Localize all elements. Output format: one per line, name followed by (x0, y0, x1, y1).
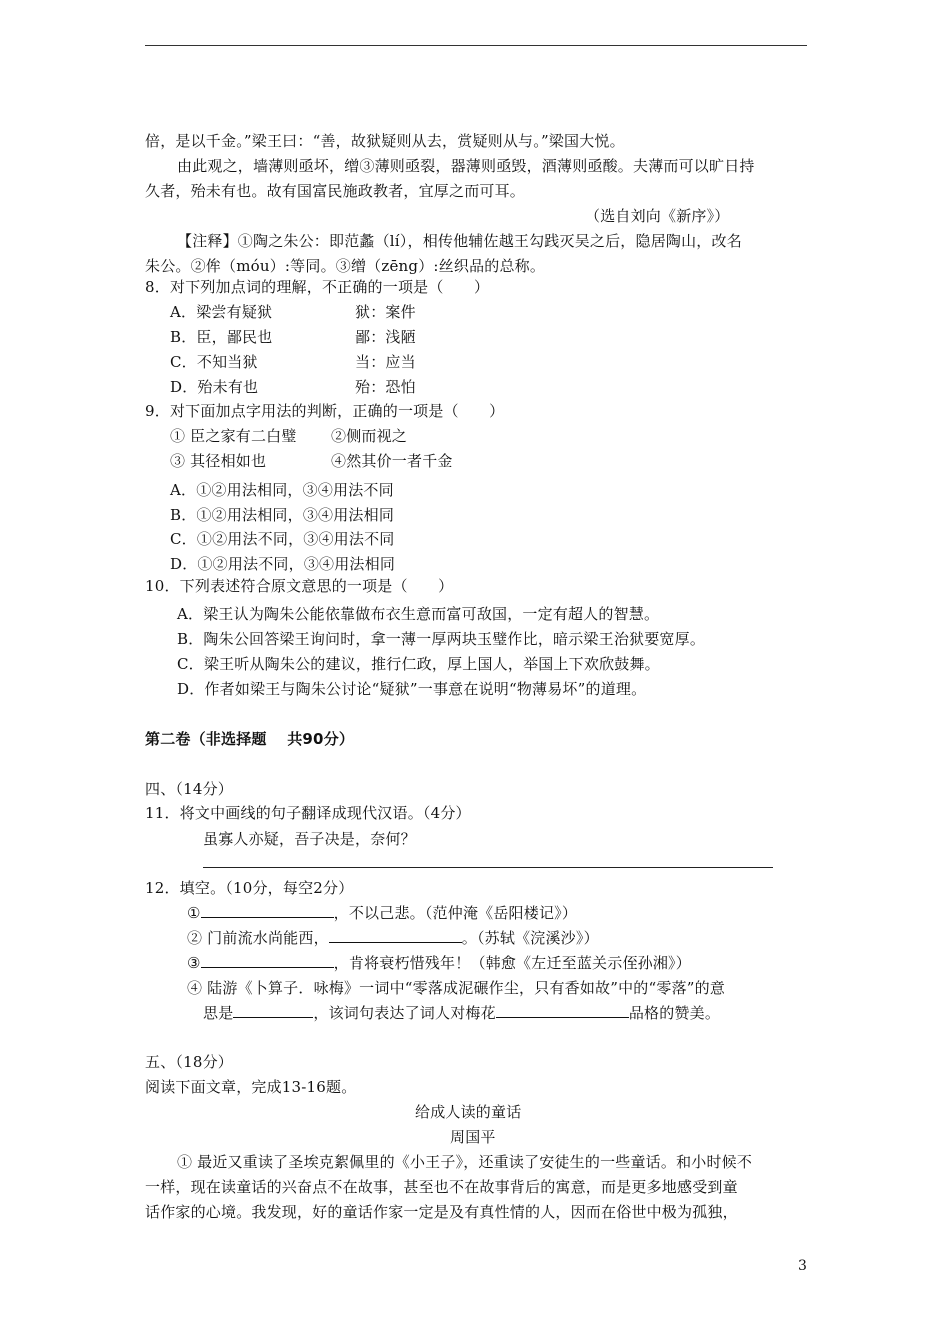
notes-line-1: 【注释】①陶之朱公：即范蠡（lí），相传他辅佐越王勾践灭吴之后，隐居陶山，改名 (177, 232, 742, 250)
q12-item-3-tail: ，肯将衰朽惜残年！（韩愈《左迁至蓝关示侄孙湘》） (333, 954, 691, 972)
q9-option-a: A．①②用法相同，③④用法不同 (170, 481, 394, 499)
q9-option-d: D．①②用法不同，③④用法相同 (170, 555, 396, 573)
q9-item-3: ③ 其径相如也 (170, 452, 267, 470)
q12-item-2-tail: 。（苏轼《浣溪沙》） (461, 929, 599, 947)
passage-line-1: 倍，是以千金。”梁王曰：“善，故狱疑则从去，赏疑则从与。”梁国大悦。 (145, 132, 625, 150)
q8-option-b: B．臣，鄙民也 (170, 328, 273, 346)
notes-line-2: 朱公。②侔（móu）:等同。③缯（zēng）:丝织品的总称。 (145, 257, 546, 275)
q8-option-a: A．梁尝有疑狱 (170, 303, 273, 321)
header-rule (145, 45, 807, 46)
q12-item-1 (187, 903, 577, 923)
q12-item-3 (187, 953, 691, 973)
passage-line-2-text: 由此观之，墙薄则亟坏，缯③薄则亟裂，器薄则亟毁，酒薄则亟酸。夫薄而可以旷日持 (177, 157, 755, 175)
q10-option-a: A．梁王认为陶朱公能依靠做布衣生意而富可敌国，一定有超人的智慧。 (177, 605, 660, 623)
q9-stem: 9．对下面加点字用法的判断，正确的一项是（ ） (145, 402, 505, 420)
page-number: 3 (798, 1258, 807, 1274)
passage-source: （选自刘向《新序》） (585, 207, 730, 225)
q12-blank-4[interactable] (233, 1003, 313, 1018)
part2-heading: 第二卷（非选择题 共90分） (145, 730, 355, 748)
q12-blank-3[interactable] (201, 953, 334, 968)
q8-option-c: C．不知当狱 (170, 353, 258, 371)
article-para1-line-1: ① 最近又重读了圣埃克絮佩里的《小王子》，还重读了安徒生的一些童话。和小时候不 (177, 1153, 753, 1171)
article-para1-line-2: 一样，现在读童话的兴奋点不在故事，甚至也不在故事背后的寓意，而是更多地感受到童 (145, 1178, 738, 1196)
section5-instruction: 阅读下面文章，完成13-16题。 (145, 1078, 357, 1096)
q12-item-2-head: ② 门前流水尚能西， (187, 929, 329, 947)
q12-item-3-num: ③ (187, 954, 201, 972)
q12-item-1-tail: ，不以己悲。（范仲淹《岳阳楼记》） (333, 904, 578, 922)
q12-blank-1[interactable] (201, 903, 334, 918)
q9-option-b: B．①②用法相同，③④用法相同 (170, 506, 395, 524)
q8-option-a-meaning: 狱：案件 (355, 303, 416, 321)
q12-item-4-tail: 品格的赞美。 (628, 1004, 721, 1022)
q9-item-4: ④然其价一者千金 (331, 452, 453, 470)
q8-option-c-meaning: 当：应当 (355, 353, 416, 371)
q12-item-4-mid: ，该词句表达了词人对梅花 (313, 1004, 496, 1022)
q10-stem: 10．下列表述符合原文意思的一项是（ ） (145, 577, 454, 595)
q10-option-d: D．作者如梁王与陶朱公讨论“疑狱”一事意在说明“物薄易坏”的道理。 (177, 680, 647, 698)
q9-item-1: ① 臣之家有二白璧 (170, 427, 297, 445)
article-para1-line-3: 话作家的心境。我发现，好的童话作家一定是及有真性情的人，因而在俗世中极为孤独， (145, 1203, 738, 1221)
passage-line-2 (177, 156, 755, 176)
q12-blank-5[interactable] (496, 1003, 629, 1018)
q12-item-4-head: 思是 (203, 1004, 234, 1022)
q11-answer-line[interactable] (203, 867, 773, 868)
passage-line-3: 久者，殆未有也。故有国富民施政教者，宜厚之而可耳。 (145, 182, 526, 200)
q9-option-c: C．①②用法不同，③④用法不同 (170, 530, 395, 548)
q10-option-c: C．梁王听从陶朱公的建议，推行仁政，厚上国人，举国上下欢欣鼓舞。 (177, 655, 660, 673)
article-title: 给成人读的童话 (415, 1103, 522, 1121)
section5-heading: 五、（18分） (145, 1053, 233, 1071)
q12-item-4-line-2 (203, 1003, 720, 1023)
q11-stem: 11．将文中画线的句子翻译成现代汉语。（4分） (145, 804, 471, 822)
q8-option-d: D．殆未有也 (170, 378, 259, 396)
article-author: 周国平 (450, 1128, 496, 1146)
q8-option-d-meaning: 殆：恐怕 (355, 378, 416, 396)
q12-item-2 (187, 928, 599, 948)
q12-item-1-num: ① (187, 904, 201, 922)
q11-sentence: 虽寡人亦疑，吾子决是，奈何？ (203, 830, 416, 848)
q9-item-2: ②侧而视之 (331, 427, 408, 445)
section4-heading: 四、（14分） (145, 780, 233, 798)
q12-stem: 12．填空。（10分，每空2分） (145, 879, 354, 897)
q12-item-4-line-1: ④ 陆游《卜算子．咏梅》一词中“零落成泥碾作尘，只有香如故”中的“零落”的意 (187, 979, 726, 997)
q8-stem: 8．对下列加点词的理解，不正确的一项是（ ） (145, 278, 490, 296)
q12-blank-2[interactable] (329, 928, 462, 943)
q10-option-b: B．陶朱公回答梁王询问时，拿一薄一厚两块玉璧作比，暗示梁王治狱要宽厚。 (177, 630, 706, 648)
q8-option-b-meaning: 鄙：浅陋 (355, 328, 416, 346)
